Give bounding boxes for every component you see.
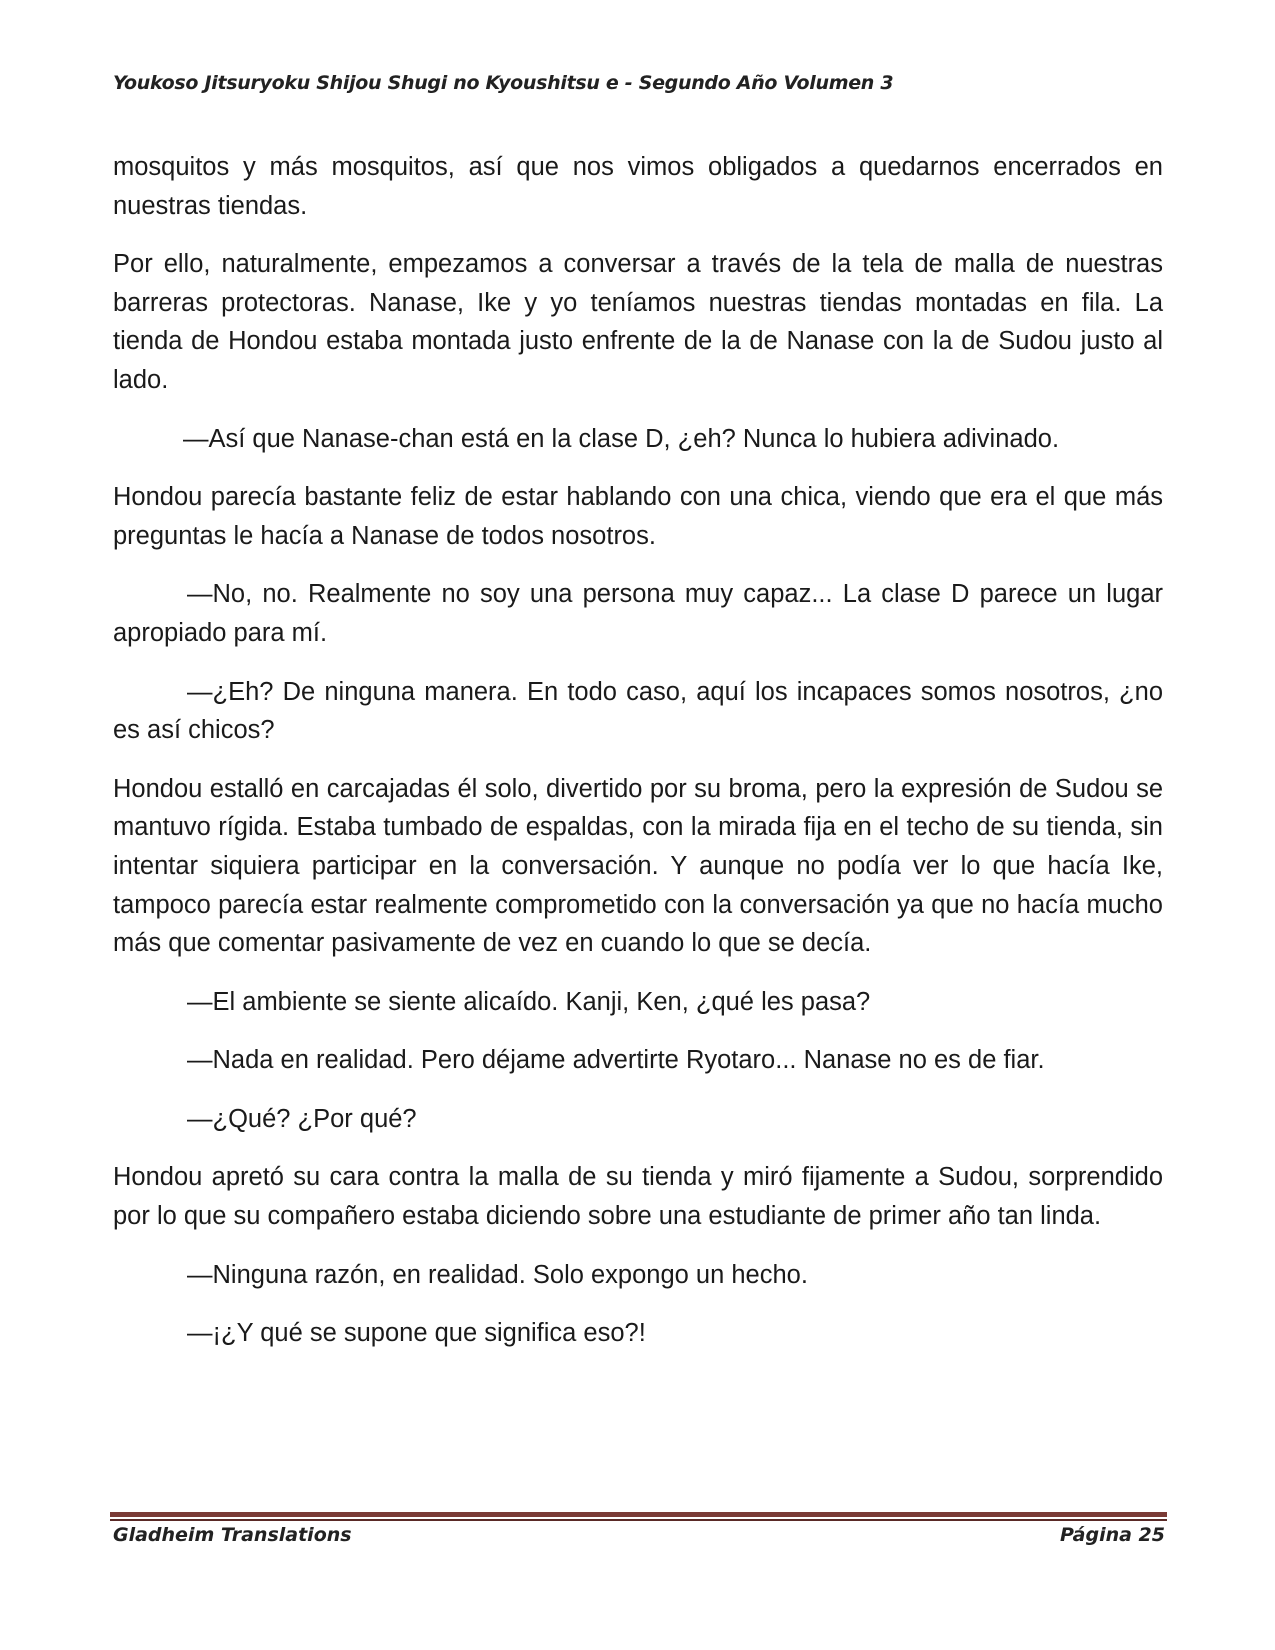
paragraph: Hondou estalló en carcajadas él solo, divertido por su broma, pero la expresión de Sudou se mantuvo rígida. Estaba tumbado de espaldas, con la mirada fija en el techo de su tienda, sin intentar siquiera participar en la conversación. Y aunque no podía ver lo que hacía Ike, tampoco parecía estar realmente comprometido con la conversación ya que no hacía mucho más que comentar pasivamente de vez en cuando lo que se decía. [113,774,1163,958]
paragraph: Hondou parecía bastante feliz de estar hablando con una chica, viendo que era el que más preguntas le hacía a Nanase de todos nosotros. [113,483,1163,550]
footer-publisher: Gladheim Translations [113,1524,352,1546]
footer-page-number: Página 25 [1059,1524,1165,1546]
page-header-title: Youkoso Jitsuryoku Shijou Shugi no Kyoushitsu e - Segundo Año Volumen 3 [113,72,894,94]
dialogue-line: —No, no. Realmente no soy una persona muy capaz... La clase D parece un lugar apropiado para mí. [113,580,1163,647]
footer-divider-thin [110,1519,1167,1521]
paragraph: Por ello, naturalmente, empezamos a conversar a través de la tela de malla de nuestras barreras protectoras. Nanase, Ike y yo teníamos nuestras tiendas montadas en fila. La tienda de Hondou estaba montada justo enfrente de la de Nanase con la de Sudou justo al lado. [113,250,1163,394]
document-body [113,148,1163,1373]
dialogue-line: —El ambiente se siente alicaído. Kanji, Ken, ¿qué les pasa? [187,987,871,1016]
dialogue-line: —¿Qué? ¿Por qué? [187,1104,417,1133]
footer-divider-thick [110,1512,1167,1517]
dialogue-line: —Nada en realidad. Pero déjame advertirte Ryotaro... Nanase no es de fiar. [187,1046,1045,1075]
dialogue-line: —¿Eh? De ninguna manera. En todo caso, aquí los incapaces somos nosotros, ¿no es así chicos? [113,677,1163,745]
dialogue-line: —¡¿Y qué se supone que significa eso?! [187,1319,646,1348]
dialogue-line: —Así que Nanase-chan está en la clase D, ¿eh? Nunca lo hubiera adivinado. [183,424,1060,453]
paragraph: Hondou apretó su cara contra la malla de su tienda y miró fijamente a Sudou, sorprendido por lo que su compañero estaba diciendo sobre una estudiante de primer año tan linda. [113,1163,1163,1231]
dialogue-line: —Ninguna razón, en realidad. Solo expongo un hecho. [187,1260,808,1289]
paragraph: mosquitos y más mosquitos, así que nos vimos obligados a quedarnos encerrados en nuestras tiendas. [113,153,1163,220]
